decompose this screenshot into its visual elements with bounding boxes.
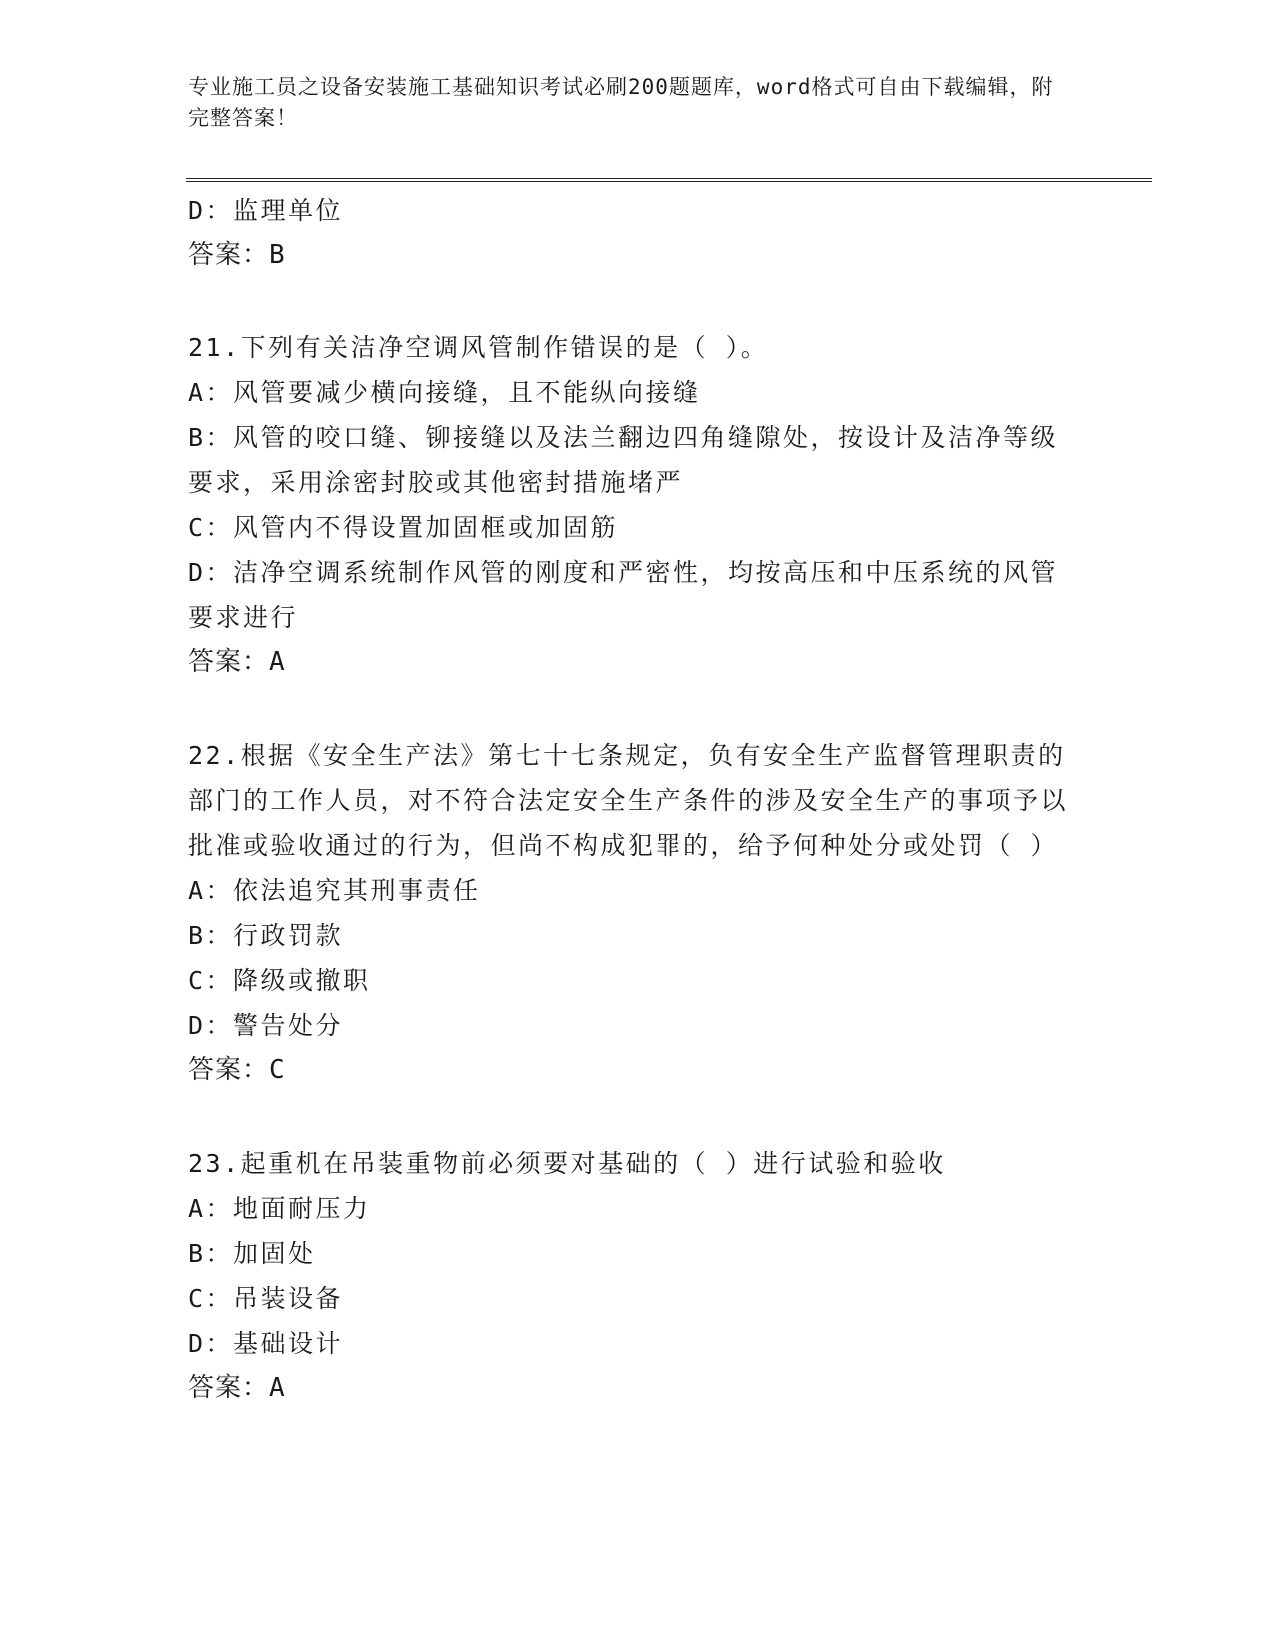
option-a: A：风管要减少横向接缝，且不能纵向接缝 [188, 378, 701, 407]
option-d: D：洁净空调系统制作风管的刚度和严密性，均按高压和中压系统的风管要求进行 [188, 558, 1059, 632]
question-stem: 23.起重机在吊装重物前必须要对基础的（ ）进行试验和验收 [188, 1149, 946, 1178]
answer: 答案：B [188, 240, 286, 270]
option-b: B：加固处 [188, 1239, 316, 1268]
option-b: B：行政罚款 [188, 921, 344, 950]
option-d: D：监理单位 [188, 196, 344, 225]
question-22 [188, 733, 1068, 1093]
question-23 [188, 1141, 1068, 1411]
question-content [188, 188, 1068, 1411]
header-divider [186, 178, 1152, 182]
option-b: B：风管的咬口缝、铆接缝以及法兰翻边四角缝隙处，按设计及洁净等级要求，采用涂密封胶或其他密封措施堵严 [188, 423, 1059, 497]
option-a: A：地面耐压力 [188, 1194, 371, 1223]
option-c: C：降级或撤职 [188, 966, 371, 995]
header-title: 专业施工员之设备安装施工基础知识考试必刷200题题库，word格式可自由下载编辑，附完整答案！ [188, 75, 1054, 130]
question-stem: 22.根据《安全生产法》第七十七条规定，负有安全生产监督管理职责的部门的工作人员，对不符合法定安全生产条件的涉及安全生产的事项予以批准或验收通过的行为，但尚不构成犯罪的，给予何种处分或处罚（ ） [188, 741, 1069, 860]
document-header [188, 72, 1068, 134]
option-d: D：警告处分 [188, 1011, 344, 1040]
answer: 答案：C [188, 1055, 286, 1085]
option-c: C：吊装设备 [188, 1284, 344, 1313]
spacer [188, 278, 1068, 325]
option-a: A：依法追究其刑事责任 [188, 876, 481, 905]
option-c: C：风管内不得设置加固框或加固筋 [188, 513, 619, 542]
answer: 答案：A [188, 1373, 286, 1403]
spacer [188, 1093, 1068, 1141]
answer: 答案：A [188, 647, 286, 677]
prev-question-tail [188, 188, 1068, 278]
option-d: D：基础设计 [188, 1329, 344, 1358]
spacer [188, 685, 1068, 733]
question-21 [188, 325, 1068, 685]
question-stem: 21.下列有关洁净空调风管制作错误的是（ ）。 [188, 333, 769, 362]
